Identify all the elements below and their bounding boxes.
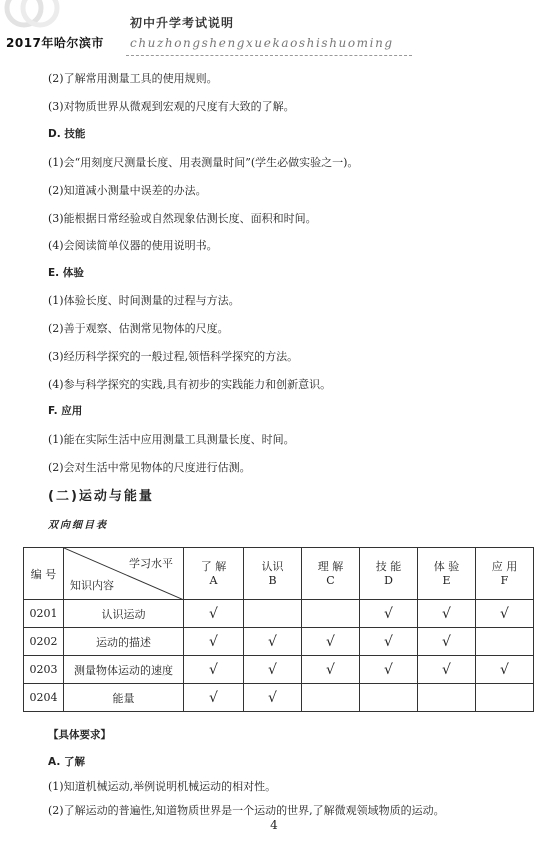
level-cell [418,600,476,628]
page-number: 4 [270,818,278,832]
row-number: 0201 [24,600,64,628]
level-cell [184,628,244,656]
check-mark: √ [442,633,451,650]
level-cell [418,656,476,684]
level-cell [184,656,244,684]
check-mark: √ [500,605,509,622]
row-number: 0202 [24,628,64,656]
header-year-city: 2017年哈尔滨市 [6,36,104,50]
body-line: (1)知道机械运动,举例说明机械运动的相对性。 [48,780,277,793]
level-cell [244,600,302,628]
body-line: (4)会阅读简单仪器的使用说明书。 [48,239,218,252]
level-cell [476,656,534,684]
body-line: (2)了解运动的普遍性,知道物质世界是一个运动的世界,了解微观领域物质的运动。 [48,804,445,817]
subsection-heading: D. 技能 [48,128,86,140]
check-mark: √ [268,633,277,650]
check-mark: √ [268,689,277,706]
check-mark: √ [326,633,335,650]
table-row [24,600,534,628]
header-level-f: 应 用 F [476,548,534,600]
header-level-label: 学习水平 [129,557,173,570]
body-line: (2)知道减小测量中误差的办法。 [48,184,207,197]
level-cell [302,600,360,628]
check-mark: √ [442,661,451,678]
check-mark: √ [209,689,218,706]
requirements-title: 【具体要求】 [48,729,111,741]
body-line: (2)了解常用测量工具的使用规则。 [48,72,218,85]
body-line: (3)对物质世界从微观到宏观的尺度有大致的了解。 [48,100,295,113]
header-level-d: 技 能 D [360,548,418,600]
level-cell [360,684,418,712]
body-line: (4)参与科学探究的实践,具有初步的实践能力和创新意识。 [48,378,332,391]
table-row [24,656,534,684]
header-diagonal-cell [64,548,184,600]
row-content: 测量物体运动的速度 [64,656,184,684]
subsection-heading: F. 应用 [48,405,83,417]
header-level-c: 理 解 C [302,548,360,600]
header-no: 编 号 [24,548,64,600]
level-cell [184,684,244,712]
level-cell [476,684,534,712]
header-level-b: 认识 B [244,548,302,600]
level-cell [244,656,302,684]
header-level-e: 体 验 E [418,548,476,600]
level-cell [360,628,418,656]
body-line: (3)能根据日常经验或自然现象估测长度、面积和时间。 [48,212,317,225]
body-line: (2)善于观察、估测常见物体的尺度。 [48,322,229,335]
check-mark: √ [209,633,218,650]
level-cell [360,600,418,628]
body-line: (1)体验长度、时间测量的过程与方法。 [48,294,240,307]
section-title: (二)运动与能量 [48,489,154,504]
row-content: 认识运动 [64,600,184,628]
subsection-heading: A. 了解 [48,756,85,768]
check-mark: √ [384,661,393,678]
row-content: 运动的描述 [64,628,184,656]
level-cell [302,628,360,656]
table-title: 双向细目表 [48,520,108,531]
level-cell [418,628,476,656]
header-divider [126,55,412,56]
table-row [24,628,534,656]
level-cell [302,656,360,684]
level-cell [418,684,476,712]
check-mark: √ [209,605,218,622]
header-title: 初中升学考试说明 [130,16,235,30]
row-number: 0203 [24,656,64,684]
check-mark: √ [384,605,393,622]
body-line: (1)能在实际生活中应用测量工具测量长度、时间。 [48,433,295,446]
level-cell [302,684,360,712]
table-body [24,600,534,712]
row-content: 能量 [64,684,184,712]
body-line: (1)会“用刻度尺测量长度、用表测量时间”(学生必做实验之一)。 [48,156,359,169]
header-level-a: 了 解 A [184,548,244,600]
level-cell [244,684,302,712]
header-pinyin: chuzhongshengxuekaoshishuoming [130,36,394,50]
check-mark: √ [500,661,509,678]
table-row [24,684,534,712]
check-mark: √ [384,633,393,650]
table-header-row [24,548,534,600]
check-mark: √ [326,661,335,678]
level-cell [476,628,534,656]
level-cell [360,656,418,684]
level-cell [244,628,302,656]
check-mark: √ [209,661,218,678]
check-mark: √ [442,605,451,622]
header-logo-circles [4,0,62,34]
header-content-label: 知识内容 [70,579,114,592]
body-line: (2)会对生活中常见物体的尺度进行估测。 [48,461,251,474]
detail-table [23,547,534,712]
check-mark: √ [268,661,277,678]
row-number: 0204 [24,684,64,712]
level-cell [476,600,534,628]
subsection-heading: E. 体验 [48,267,84,279]
body-line: (3)经历科学探究的一般过程,领悟科学探究的方法。 [48,350,299,363]
level-cell [184,600,244,628]
